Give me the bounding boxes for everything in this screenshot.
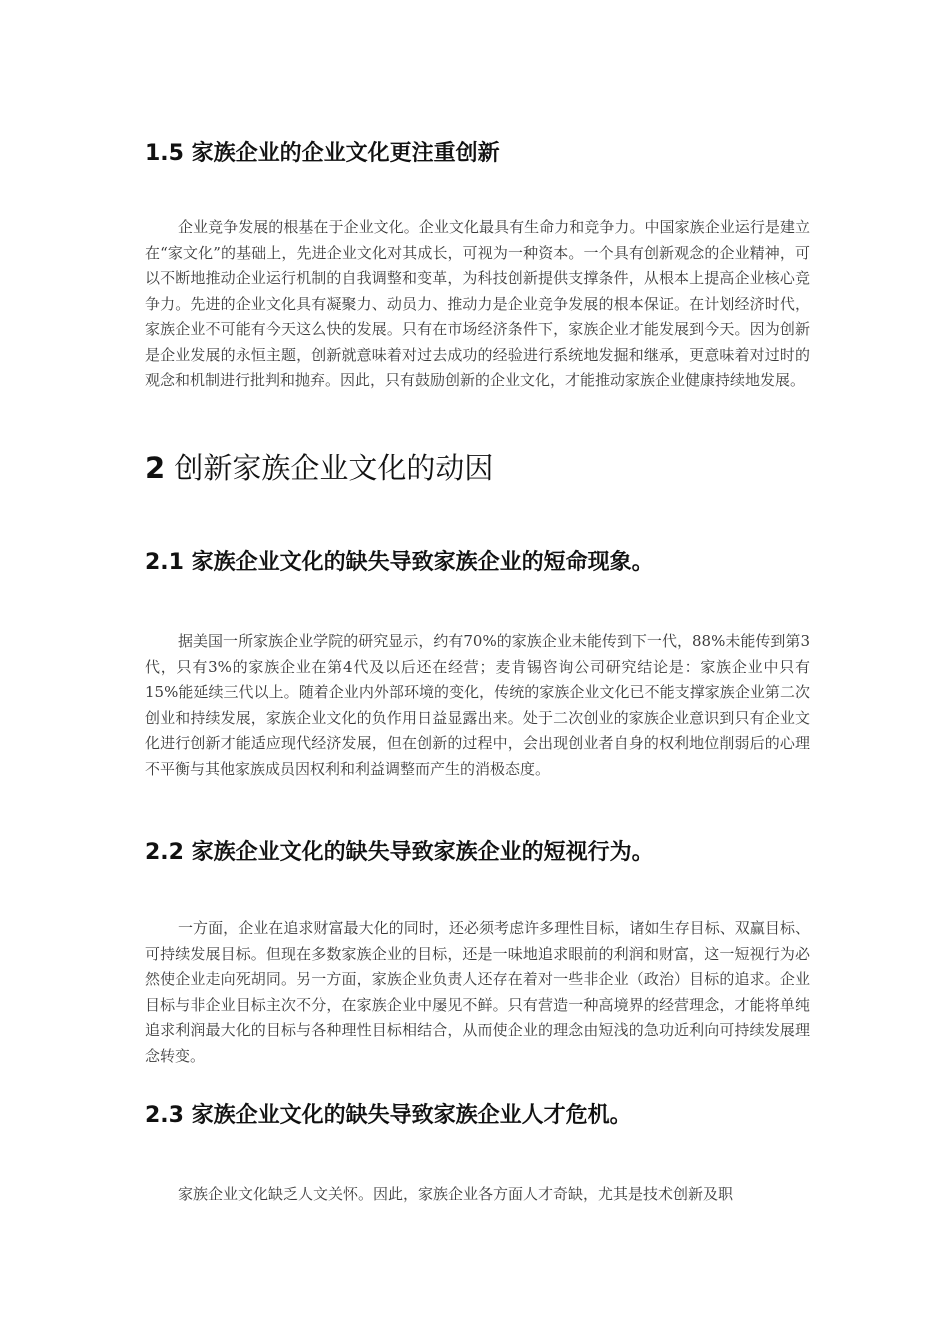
section-2-2-heading: 2.2 家族企业文化的缺失导致家族企业的短视行为。	[145, 840, 654, 865]
section-2-2-paragraph: 一方面，企业在追求财富最大化的同时，还必须考虑许多理性目标，诸如生存目标、双赢目标、可持续发展目标。但现在多数家族企业的目标，还是一味地追求眼前的利润和财富，这一短视行为必然使企业走向死胡同。另一方面，家族企业负责人还存在着对一些非企业（政治）目标的追求。企业目标与非企业目标主次不分，在家族企业中屡见不鲜。只有营造一种高境界的经营理念，才能将单纯追求利润最大化的目标与各种理性目标相结合，从而使企业的理念由短浅的急功近利向可持续发展理念转变。	[145, 919, 810, 1065]
section-2-3-paragraph: 家族企业文化缺乏人文关怀。因此，家族企业各方面人才奇缺，尤其是技术创新及职	[178, 1185, 734, 1203]
section-1-5-heading: 1.5 家族企业的企业文化更注重创新	[145, 141, 500, 166]
section-2-3-heading: 2.3 家族企业文化的缺失导致家族企业人才危机。	[145, 1103, 632, 1128]
section-2-1-paragraph: 据美国一所家族企业学院的研究显示，约有70%的家族企业未能传到下一代，88%未能传到第3代，只有3%的家族企业在第4代及以后还在经营；麦肯锡咨询公司研究结论是：家族企业中只有15%能延续三代以上。随着企业内外部环境的变化，传统的家族企业文化已不能支撑家族企业第二次创业和持续发展，家族企业文化的负作用日益显露出来。处于二次创业的家族企业意识到只有企业文化进行创新才能适应现代经济发展，但在创新的过程中，会出现创业者自身的权利地位削弱后的心理不平衡与其他家族成员因权利和利益调整而产生的消极态度。	[145, 632, 810, 778]
section-2-title: 创新家族企业文化的动因	[174, 451, 494, 485]
section-1-5-paragraph: 企业竞争发展的根基在于企业文化。企业文化最具有生命力和竞争力。中国家族企业运行是建立在“家文化”的基础上，先进企业文化对其成长，可视为一种资本。一个具有创新观念的企业精神，可以不断地推动企业运行机制的自我调整和变革，为科技创新提供支撑条件，从根本上提高企业核心竞争力。先进的企业文化具有凝聚力、动员力、推动力是企业竞争发展的根本保证。在计划经济时代，家族企业不可能有今天这么快的发展。只有在市场经济条件下，家族企业才能发展到今天。因为创新是企业发展的永恒主题，创新就意味着对过去成功的经验进行系统地发掘和继承，更意味着对过时的观念和机制进行批判和抛弃。因此，只有鼓励创新的企业文化，才能推动家族企业健康持续地发展。	[145, 218, 810, 389]
section-2-1-heading: 2.1 家族企业文化的缺失导致家族企业的短命现象。	[145, 550, 654, 575]
section-2-number: 2	[145, 451, 166, 485]
section-2-heading	[145, 446, 493, 487]
